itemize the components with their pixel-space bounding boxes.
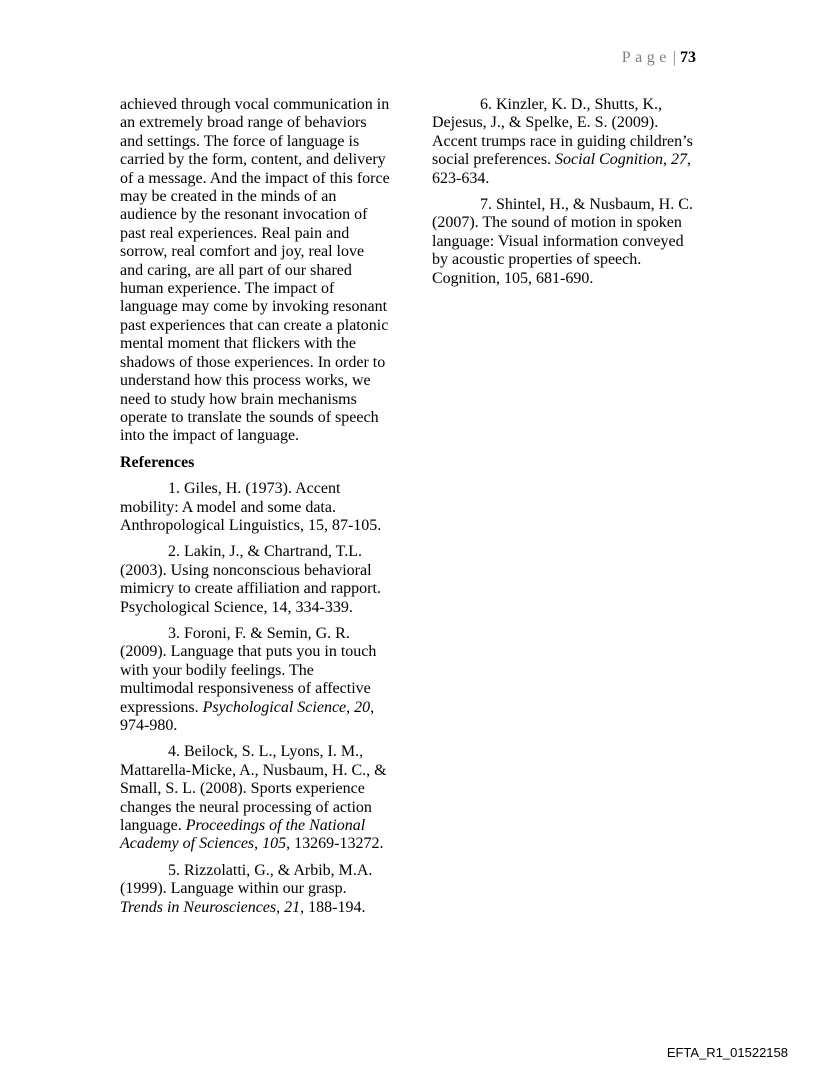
reference-text: 5. Rizzolatti, G., & Arbib, M.A. (1999). Language within our grasp. <box>120 861 373 898</box>
reference-text: 1. Giles, H. (1973). Accent mobility: A model and some data. Anthropological Linguistics, 15, 87-105. <box>120 480 382 534</box>
reference-6 <box>432 96 702 188</box>
reference-journal: Trends in Neurosciences, 21, <box>120 898 305 916</box>
right-column <box>432 96 702 296</box>
reference-volume: 27 <box>671 151 688 169</box>
reference-text: 4. Beilock, S. L., Lyons, I. M., Mattarella-Micke, A., Nusbaum, H. C., & Small, S. L. (2008). Sports experience changes the neural processing of action language. <box>120 743 387 835</box>
document-id: EFTA_R1_01522158 <box>666 1045 788 1060</box>
reference-volume: 105 <box>262 835 287 853</box>
reference-1 <box>120 480 390 535</box>
reference-5 <box>120 862 390 917</box>
page-separator: | <box>672 49 676 66</box>
reference-journal: Psychological Science, 20 <box>202 698 371 716</box>
references-heading: References <box>120 453 195 471</box>
reference-separator: , <box>663 151 672 169</box>
page-number: 73 <box>680 49 696 66</box>
page-label: Page <box>621 49 671 66</box>
body-paragraph: achieved through vocal communication in an extremely broad range of behaviors and settings. The force of language is carried by the form, content, and delivery of a message. And the impact of this force may be created in the minds of an audience by the resonant invocation of past real experiences. Real pain and sorrow, real comfort and joy, real love and caring, are all part of our shared human experience. The impact of language may come by invoking resonant past experiences that can create a platonic mental moment that flickers with the shadows of those experiences. In order to understand how this process works, we need to study how brain mechanisms operate to translate the sounds of speech into the impact of language. <box>120 96 390 445</box>
left-column <box>120 96 390 925</box>
reference-3 <box>120 625 390 735</box>
reference-journal: Social Cognition <box>555 151 664 169</box>
reference-2 <box>120 543 390 617</box>
reference-text: 6. Kinzler, K. D., Shutts, K., Dejesus, J., & Spelke, E. S. (2009). Accent trumps race in guiding children’s social preferences. <box>432 96 693 169</box>
reference-text: 2. Lakin, J., & Chartrand, T.L. (2003). Using nonconscious behavioral mimicry to create affiliation and rapport. Psychological Science, 14, 334-339. <box>120 543 381 616</box>
reference-text: 3. Foroni, F. & Semin, G. R. (2009). Language that puts you in touch with your bodily feelings. The multimodal responsiveness of affective expressions. <box>120 624 377 716</box>
reference-4 <box>120 743 390 853</box>
reference-pages: , 13269-13272. <box>286 835 384 853</box>
reference-7 <box>432 196 702 288</box>
page-header <box>622 48 696 68</box>
reference-journal: Proceedings of the National Academy of Sciences <box>120 817 366 853</box>
reference-separator: , <box>254 835 263 853</box>
reference-pages: 188-194. <box>304 898 366 916</box>
reference-pages: , 974-980. <box>120 698 375 734</box>
reference-pages: , 623-634. <box>432 151 692 187</box>
reference-text: 7. Shintel, H., & Nusbaum, H. C. (2007). The sound of motion in spoken language: Visual information conveyed by acoustic properties of speech. Cognition, 105, 681-690. <box>432 196 693 287</box>
